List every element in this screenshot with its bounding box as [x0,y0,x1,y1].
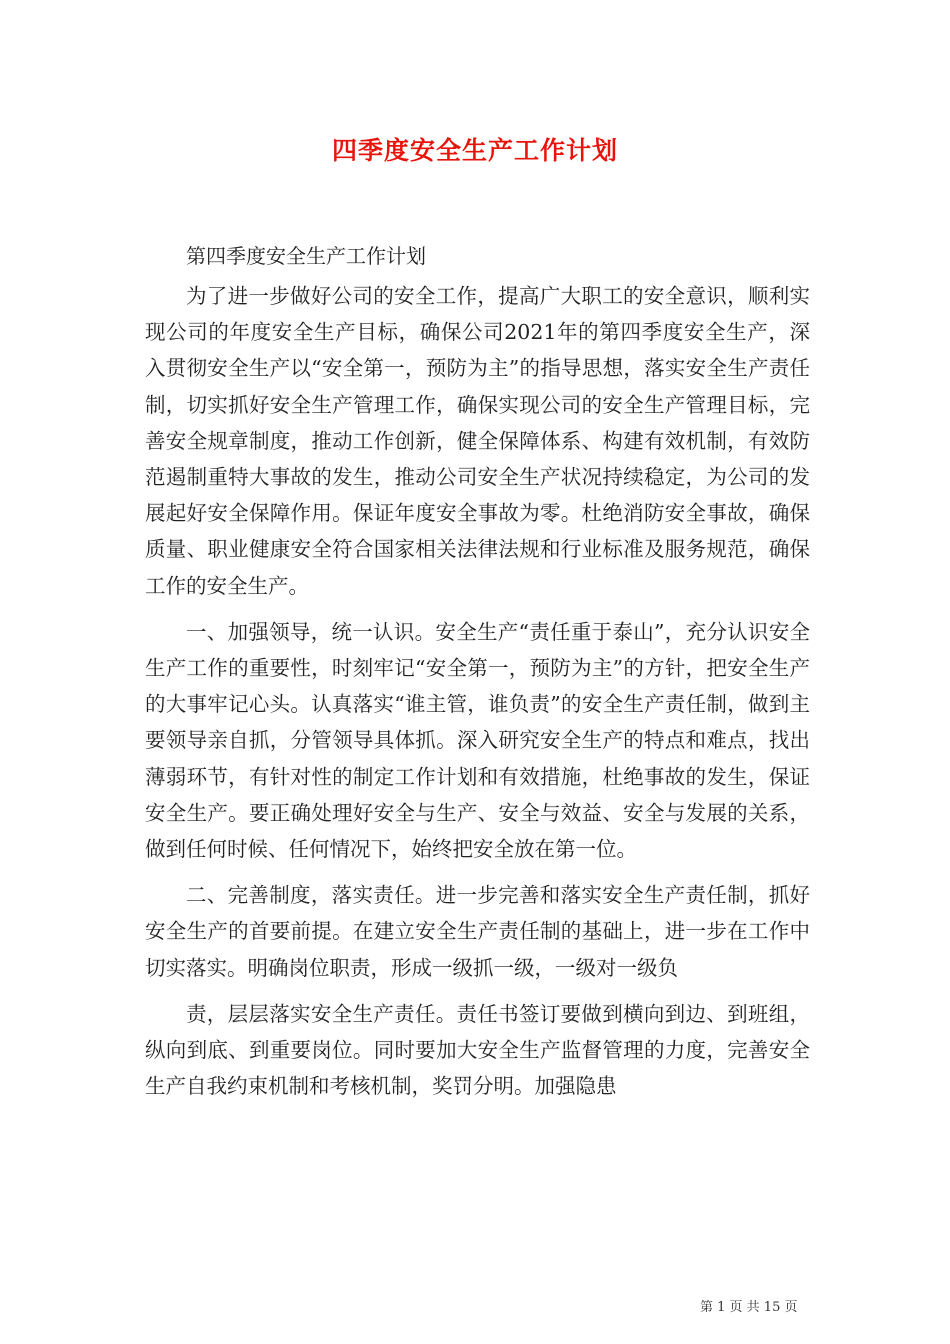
document-body [145,278,810,1104]
paragraph-intro: 为了进一步做好公司的安全工作，提高广大职工的安全意识，顺利实现公司的年度安全生产目标，确保公司2021年的第四季度安全生产，深入贯彻安全生产以“安全第一，预防为主”的指导思想，落实安全生产责任制，切实抓好安全生产管理工作，确保实现公司的安全生产管理目标，完善安全规章制度，推动工作创新，健全保障体系、构建有效机制，有效防范遏制重特大事故的发生，推动公司安全生产状况持续稳定，为公司的发展起好安全保障作用。保证年度安全事故为零。杜绝消防安全事故，确保质量、职业健康安全符合国家相关法律法规和行业标准及服务规范，确保工作的安全生产。 [145,284,810,598]
paragraph-section-1: 一、加强领导，统一认识。安全生产“责任重于泰山”，充分认识安全生产工作的重要性，时刻牢记“安全第一，预防为主”的方针，把安全生产的大事牢记心头。认真落实“谁主管，谁负责”的安全生产责任制，做到主要领导亲自抓，分管领导具体抓。深入研究安全生产的特点和难点，找出薄弱环节，有针对性的制定工作计划和有效措施，杜绝事故的发生，保证安全生产。要正确处理好安全与生产、安全与效益、安全与发展的关系，做到任何时候、任何情况下，始终把安全放在第一位。 [145,619,810,862]
paragraph-section-2: 二、完善制度，落实责任。进一步完善和落实安全生产责任制，抓好安全生产的首要前提。在建立安全生产责任制的基础上，进一步在工作中切实落实。明确岗位职责，形成一级抓一级，一级对一级负 [145,883,810,980]
document-subtitle: 第四季度安全生产工作计划 [186,244,426,268]
document-title: 四季度安全生产工作计划 [331,136,618,165]
paragraph-section-2-continued: 责，层层落实安全生产责任。责任书签订要做到横向到边、到班组，纵向到底、到重要岗位。同时要加大安全生产监督管理的力度，完善安全生产自我约束机制和考核机制，奖罚分明。加强隐患 [145,1001,810,1099]
page-number: 第 1 页 共 15 页 [700,1300,798,1315]
